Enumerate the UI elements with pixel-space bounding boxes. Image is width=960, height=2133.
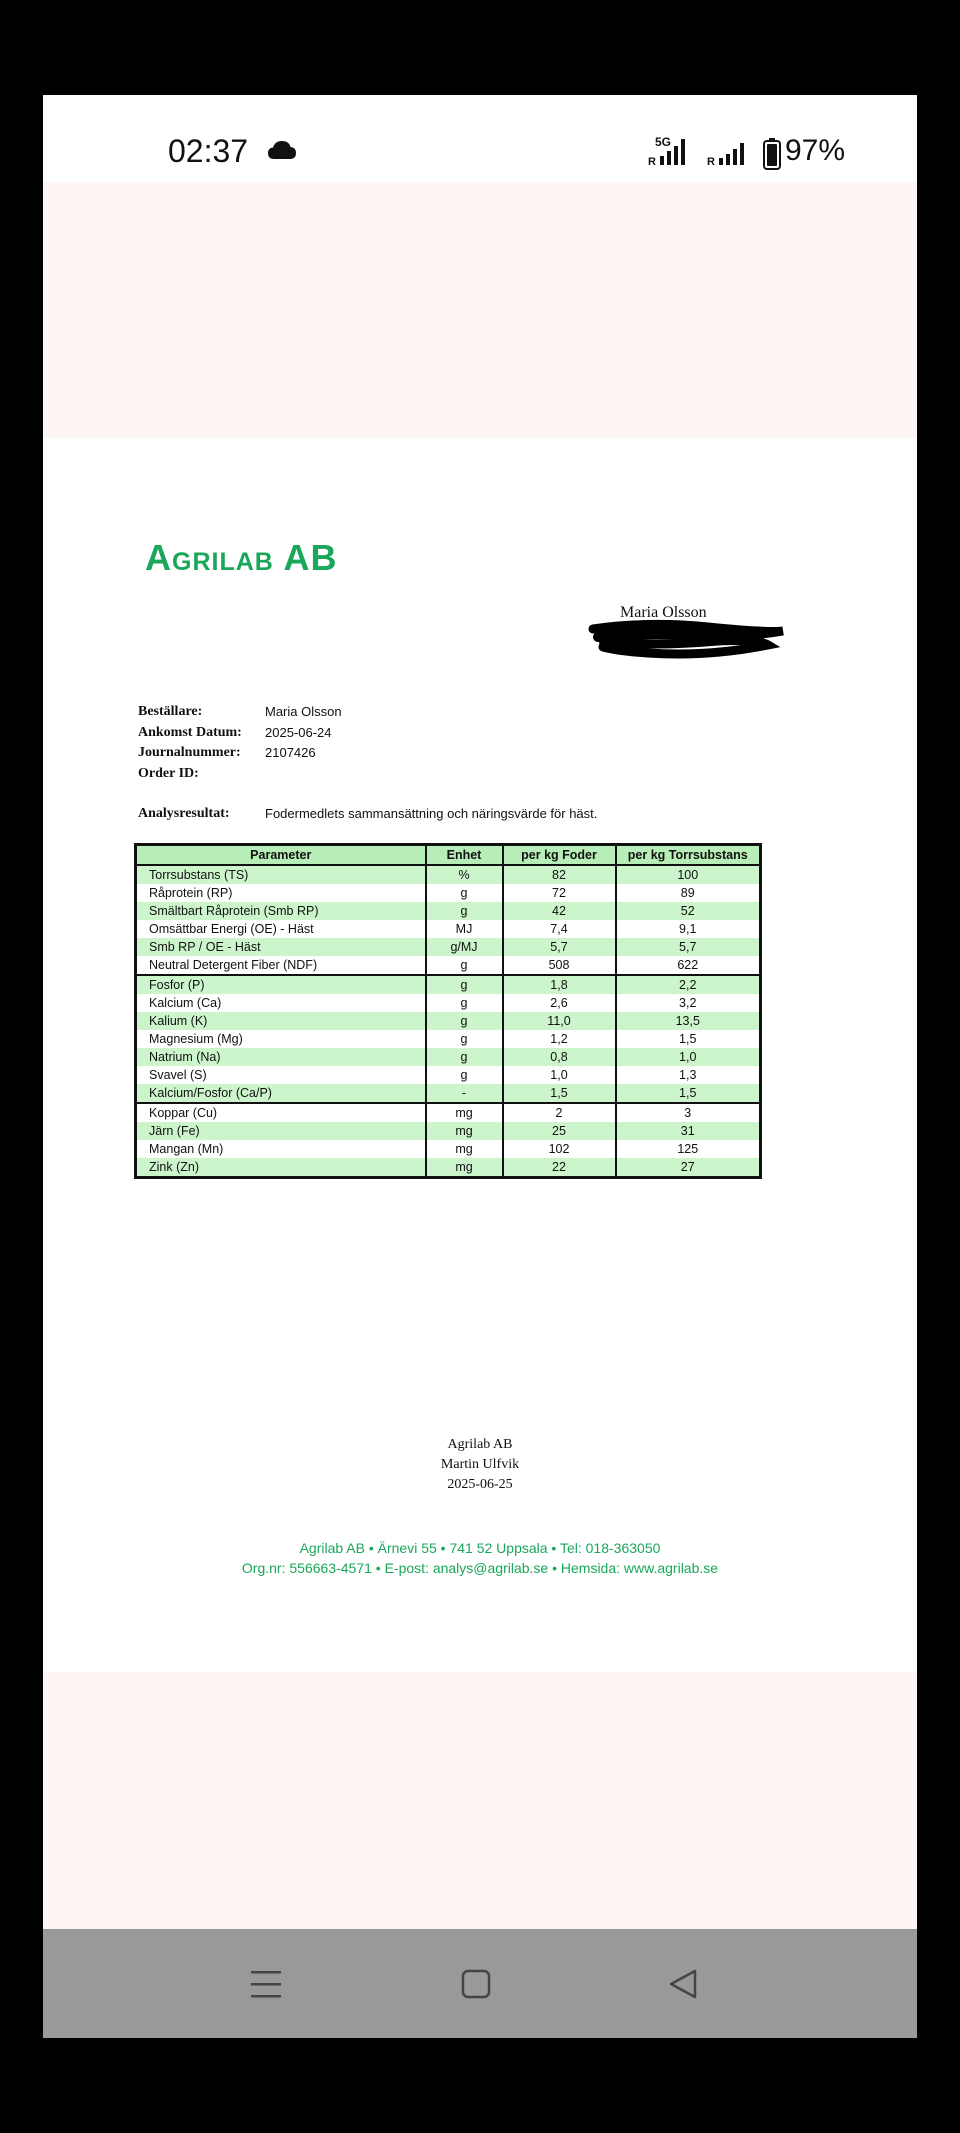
cell-unit: g [426,1012,503,1030]
cell-per-kg-feed: 7,4 [503,920,616,938]
cell-per-kg-feed: 0,8 [503,1048,616,1066]
table-row [136,956,761,975]
cell-per-kg-dry: 3,2 [616,994,761,1012]
battery-percent: 97% [785,134,846,167]
status-time: 02:37 [168,133,249,169]
cell-parameter: Koppar (Cu) [136,1103,426,1122]
table-row [136,938,761,956]
cell-parameter: Kalium (K) [136,1012,426,1030]
page-margin-bottom [43,1672,917,1929]
cell-parameter: Kalcium (Ca) [149,996,222,1010]
info-label: Order ID: [138,765,199,781]
cell-per-kg-dry: 3 [616,1103,761,1122]
status-bar [43,95,917,182]
cell-unit: g [426,975,503,994]
page-margin-top [43,182,917,438]
table-row [136,902,761,920]
cell-parameter: Omsättbar Energi (OE) - Häst [149,922,314,936]
cell-parameter: Neutral Detergent Fiber (NDF) [149,958,318,972]
table-row [136,994,761,1012]
cell-per-kg-feed: 25 [503,1122,616,1140]
table-row [136,1103,761,1122]
cell-unit: MJ [426,920,503,938]
cell-unit: mg [426,1103,503,1122]
cell-per-kg-dry: 622 [616,956,761,975]
table-row [136,1012,761,1030]
cell-parameter: Järn (Fe) [136,1122,426,1140]
signature-company: Agrilab AB [447,1437,513,1452]
results-table [134,843,762,1179]
cell-per-kg-feed: 1,2 [503,1030,616,1048]
cell-per-kg-dry: 9,1 [616,920,761,938]
info-row [138,766,342,787]
signature-date: 2025-06-25 [447,1477,513,1492]
cell-per-kg-feed: 22 [503,1158,616,1178]
battery-icon [763,138,781,170]
customer-name: Maria Olsson [620,604,707,621]
cloud-icon [267,139,297,161]
cell-unit: g [426,902,503,920]
cell-per-kg-feed: 5,7 [503,938,616,956]
svg-text:R: R [648,156,656,167]
cell-per-kg-feed: 2 [503,1103,616,1122]
phone-screen [43,95,917,2038]
cell-per-kg-feed: 102 [503,1140,616,1158]
cell-unit: g [426,1030,503,1048]
cell-per-kg-feed: 1,0 [503,1066,616,1084]
info-row [138,704,342,725]
cell-unit: mg [426,1140,503,1158]
cell-parameter: Smb RP / OE - Häst [136,938,426,956]
cell-per-kg-dry: 89 [616,884,761,902]
table-row [136,920,761,938]
cell-parameter: Mangan (Mn) [149,1142,224,1156]
header-per-kg-feed: per kg Foder [503,845,616,866]
cell-per-kg-dry: 1,3 [616,1066,761,1084]
info-label: Journalnummer: [138,745,241,760]
cell-parameter: Fosfor (P) [136,975,426,994]
home-icon[interactable] [461,1969,491,1999]
signature-block [43,1435,917,1495]
cell-per-kg-dry: 1,5 [616,1084,761,1103]
company-logo: Agrilab AB [145,537,338,578]
cell-per-kg-dry: 1,0 [616,1048,761,1066]
cell-per-kg-dry: 100 [616,865,761,884]
cell-per-kg-feed: 508 [503,956,616,975]
cell-unit: g/MJ [426,938,503,956]
cell-per-kg-dry: 27 [616,1158,761,1178]
table-row [136,1030,761,1048]
table-body [136,865,761,1178]
cell-parameter: Natrium (Na) [136,1048,426,1066]
cell-parameter: Smältbart Råprotein (Smb RP) [136,902,426,920]
signal-icon [707,141,755,167]
cell-per-kg-dry: 2,2 [616,975,761,994]
analysis-line [138,806,597,822]
cell-per-kg-dry: 125 [616,1140,761,1158]
cell-per-kg-dry: 52 [616,902,761,920]
info-row [138,745,342,766]
cell-per-kg-feed: 1,5 [503,1084,616,1103]
table-row [136,884,761,902]
cell-per-kg-dry: 13,5 [616,1012,761,1030]
redaction-scribble [588,617,788,667]
info-value: 2025-06-24 [265,724,332,740]
table-row [136,975,761,994]
cell-unit: g [426,956,503,975]
cell-unit: % [426,865,503,884]
cell-per-kg-feed: 1,8 [503,975,616,994]
header-parameter: Parameter [136,845,426,866]
cell-per-kg-dry: 1,5 [616,1030,761,1048]
cell-unit: - [426,1084,503,1103]
network-label: 5G [655,135,672,149]
cell-unit: g [426,1066,503,1084]
table-header-row [136,845,761,866]
info-value: Maria Olsson [265,704,342,719]
signal-5g-icon [648,135,700,167]
menu-icon[interactable] [250,1969,282,1999]
cell-per-kg-feed: 72 [503,884,616,902]
table-row [136,1048,761,1066]
back-icon[interactable] [668,1968,698,2000]
analysis-description: Fodermedlets sammansättning och näringsvärde för häst. [265,806,598,821]
table-row [136,1066,761,1084]
cell-per-kg-feed: 11,0 [503,1012,616,1030]
header-per-kg-dry: per kg Torrsubstans [616,845,761,866]
info-label: Beställare: [138,704,203,719]
cell-per-kg-feed: 42 [503,902,616,920]
signature-person: Martin Ulfvik [440,1457,520,1472]
cell-parameter: Råprotein (RP) [149,886,233,900]
cell-unit: mg [426,1122,503,1140]
cell-parameter: Magnesium (Mg) [149,1032,243,1046]
cell-parameter: Torrsubstans (TS) [136,865,426,884]
footer-line-2: Org.nr: 556663-4571 • E-post: analys@agrilab.se • Hemsida: www.agrilab.se [241,1560,719,1576]
table-row [136,1140,761,1158]
info-row [138,725,342,746]
navigation-bar [43,1929,917,2038]
cell-per-kg-dry: 5,7 [616,938,761,956]
cell-parameter: Zink (Zn) [136,1158,426,1178]
cell-unit: g [426,1048,503,1066]
info-value: 2107426 [265,745,316,760]
info-label: Ankomst Datum: [138,724,242,740]
header-unit: Enhet [426,845,503,866]
footer-line-1: Agrilab AB • Ärnevi 55 • 741 52 Uppsala • Tel: 018-363050 [299,1540,661,1556]
table-row [136,1158,761,1178]
cell-parameter: Kalcium/Fosfor (Ca/P) [136,1084,426,1103]
table-row [136,865,761,884]
document-footer [43,1538,917,1578]
order-info [138,704,342,786]
cell-parameter: Svavel (S) [149,1068,207,1082]
cell-per-kg-dry: 31 [616,1122,761,1140]
table-row [136,1122,761,1140]
table-row [136,1084,761,1103]
cell-per-kg-feed: 2,6 [503,994,616,1012]
svg-text:R: R [707,156,715,167]
cell-unit: g [426,884,503,902]
cell-unit: mg [426,1158,503,1178]
analysis-label: Analysresultat: [138,806,230,821]
cell-per-kg-feed: 82 [503,865,616,884]
cell-unit: g [426,994,503,1012]
